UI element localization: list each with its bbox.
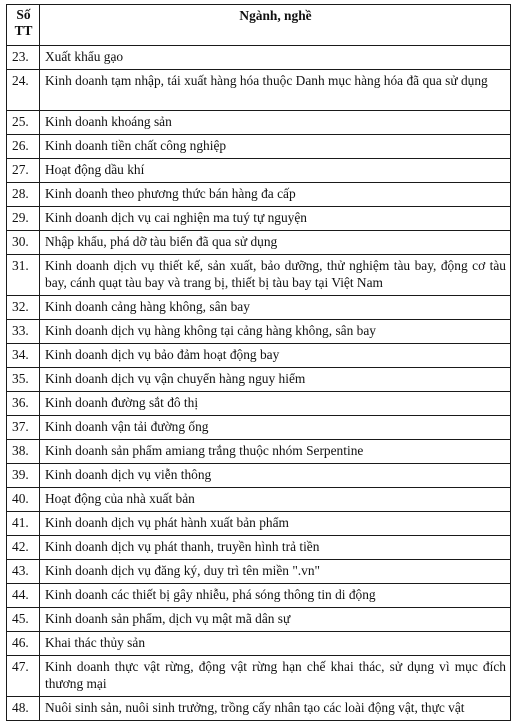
row-business-line: Kinh doanh cảng hàng không, sân bay [40,296,511,320]
row-business-line: Kinh doanh sản phẩm, dịch vụ mật mã dân sự [40,608,511,632]
header-number-line1: Số [16,7,31,22]
table-row [7,632,511,656]
table-header-row [7,5,511,46]
row-business-line: Kinh doanh khoáng sản [40,111,511,135]
row-number: 33. [7,320,40,344]
table-row [7,231,511,255]
row-number: 26. [7,135,40,159]
table-row [7,46,511,70]
row-business-line: Kinh doanh dịch vụ bảo đảm hoạt động bay [40,344,511,368]
row-number: 45. [7,608,40,632]
business-lines-table [6,4,511,721]
table-row [7,296,511,320]
table-row [7,344,511,368]
row-business-line: Hoạt động dầu khí [40,159,511,183]
table-row [7,111,511,135]
row-number: 47. [7,656,40,697]
table-row [7,560,511,584]
row-number: 34. [7,344,40,368]
header-number-cell [7,5,40,46]
table-row [7,608,511,632]
table-row [7,416,511,440]
row-number: 37. [7,416,40,440]
row-business-line: Kinh doanh theo phương thức bán hàng đa cấp [40,183,511,207]
row-business-line: Hoạt động của nhà xuất bản [40,488,511,512]
table-row [7,488,511,512]
table-row [7,135,511,159]
row-business-line: Kinh doanh dịch vụ phát hành xuất bản phẩm [40,512,511,536]
row-number: 28. [7,183,40,207]
table-body [7,46,511,721]
row-business-line: Nhập khẩu, phá dỡ tàu biển đã qua sử dụng [40,231,511,255]
row-business-line: Kinh doanh dịch vụ cai nghiện ma tuý tự nguyện [40,207,511,231]
row-business-line: Kinh doanh dịch vụ đăng ký, duy trì tên miền ".vn" [40,560,511,584]
row-number: 36. [7,392,40,416]
table-row [7,70,511,111]
row-business-line: Kinh doanh các thiết bị gây nhiễu, phá sóng thông tin di động [40,584,511,608]
row-number: 23. [7,46,40,70]
table-row [7,536,511,560]
row-business-line: Kinh doanh đường sắt đô thị [40,392,511,416]
row-business-line: Kinh doanh dịch vụ vận chuyển hàng nguy hiểm [40,368,511,392]
row-business-line: Kinh doanh dịch vụ thiết kế, sản xuất, bảo dưỡng, thử nghiệm tàu bay, động cơ tàu bay, cánh quạt tàu bay và trang bị, thiết bị tàu bay tại Việt Nam [40,255,511,296]
row-number: 27. [7,159,40,183]
row-business-line: Kinh doanh tạm nhập, tái xuất hàng hóa thuộc Danh mục hàng hóa đã qua sử dụng [40,70,511,111]
table-row [7,255,511,296]
row-business-line: Kinh doanh dịch vụ viễn thông [40,464,511,488]
row-number: 38. [7,440,40,464]
table-row [7,159,511,183]
row-business-line: Kinh doanh thực vật rừng, động vật rừng hạn chế khai thác, sử dụng vì mục đích thương mại [40,656,511,697]
row-number: 31. [7,255,40,296]
table-row [7,440,511,464]
table-row [7,183,511,207]
header-number-line2: TT [14,23,33,38]
row-number: 30. [7,231,40,255]
row-number: 48. [7,697,40,721]
row-business-line: Nuôi sinh sản, nuôi sinh trưởng, trồng cấy nhân tạo các loài động vật, thực vật [40,697,511,721]
row-number: 29. [7,207,40,231]
table-row [7,584,511,608]
table-row [7,464,511,488]
table-row [7,512,511,536]
row-number: 39. [7,464,40,488]
header-name-cell: Ngành, nghề [40,5,511,46]
row-business-line: Kinh doanh vận tải đường ống [40,416,511,440]
row-business-line: Kinh doanh tiền chất công nghiệp [40,135,511,159]
row-number: 41. [7,512,40,536]
row-number: 25. [7,111,40,135]
row-number: 42. [7,536,40,560]
row-business-line: Kinh doanh dịch vụ phát thanh, truyền hình trả tiền [40,536,511,560]
table-row [7,368,511,392]
table-row [7,320,511,344]
row-business-line: Xuất khẩu gạo [40,46,511,70]
row-business-line: Kinh doanh sản phẩm amiang trắng thuộc nhóm Serpentine [40,440,511,464]
table-row [7,656,511,697]
row-number: 43. [7,560,40,584]
row-business-line: Kinh doanh dịch vụ hàng không tại cảng hàng không, sân bay [40,320,511,344]
row-number: 44. [7,584,40,608]
row-number: 46. [7,632,40,656]
row-number: 32. [7,296,40,320]
row-number: 40. [7,488,40,512]
row-number: 24. [7,70,40,111]
table-row [7,392,511,416]
row-number: 35. [7,368,40,392]
table-row [7,207,511,231]
table-row [7,697,511,721]
row-business-line: Khai thác thủy sản [40,632,511,656]
